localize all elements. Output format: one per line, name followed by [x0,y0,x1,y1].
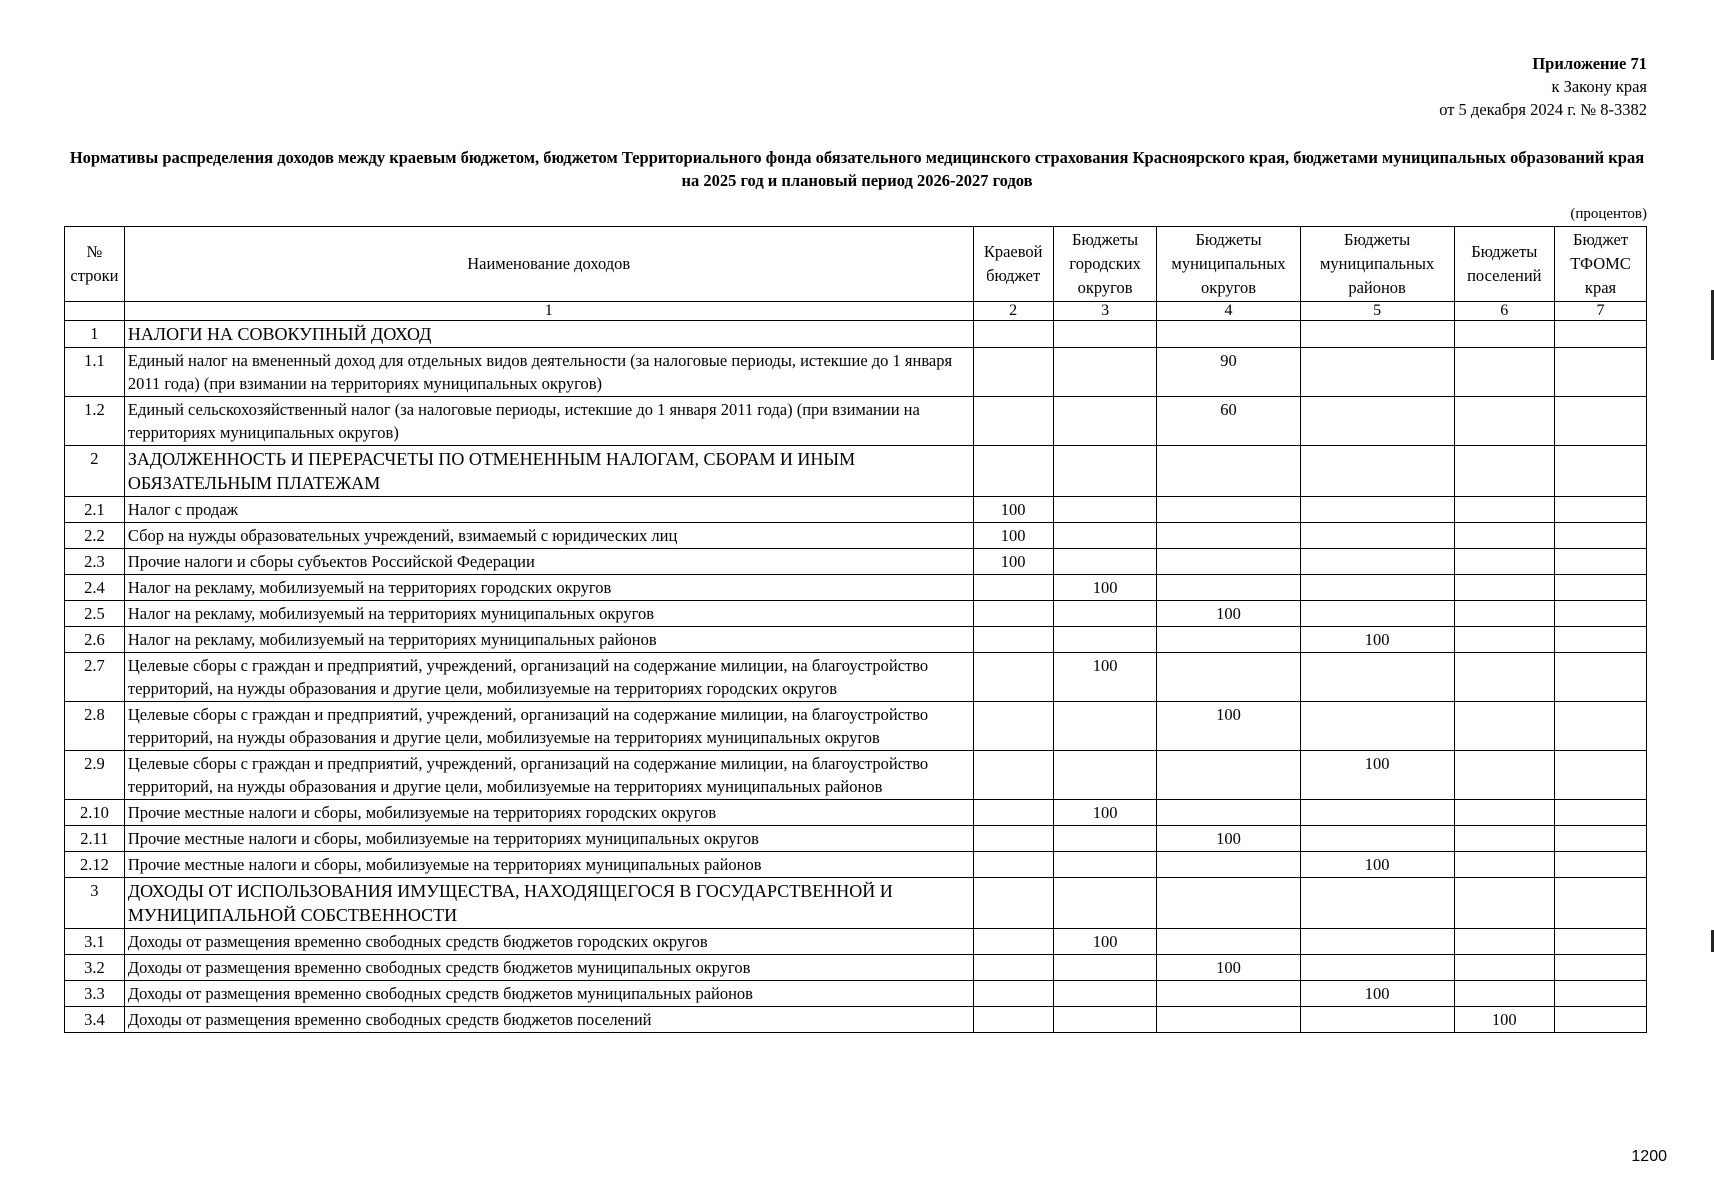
column-number-row [65,302,1647,321]
regional-value [973,852,1053,878]
units-label: (процентов) [1570,206,1647,222]
city-value [1053,321,1157,348]
regional-value [973,348,1053,397]
settlements-value [1454,878,1554,929]
settlements-value [1454,497,1554,523]
regional-value [973,929,1053,955]
table-row [65,878,1647,929]
regional-value [973,446,1053,497]
city-value [1053,878,1157,929]
tfoms-value [1555,1007,1647,1033]
municipal-okrug-value [1157,523,1300,549]
table-row [65,397,1647,446]
city-value: 100 [1053,575,1157,601]
municipal-okrug-value: 90 [1157,348,1300,397]
row-number: 2.3 [65,549,125,575]
revenue-name: Прочие местные налоги и сборы, мобилизуемые на территориях муниципальных округов [124,826,973,852]
regional-value: 100 [973,549,1053,575]
tfoms-value [1555,321,1647,348]
tfoms-value [1555,878,1647,929]
tfoms-value [1555,800,1647,826]
municipal-okrug-value [1157,878,1300,929]
table-body [65,321,1647,1033]
settlements-value [1454,955,1554,981]
municipal-okrug-value [1157,575,1300,601]
tfoms-value [1555,497,1647,523]
regional-value [973,981,1053,1007]
city-value: 100 [1053,800,1157,826]
revenue-name: ДОХОДЫ ОТ ИСПОЛЬЗОВАНИЯ ИМУЩЕСТВА, НАХОДЯЩЕГОСЯ В ГОСУДАРСТВЕННОЙ И МУНИЦИПАЛЬНОЙ СОБСТВЕННОСТИ [124,878,973,929]
table-row [65,1007,1647,1033]
appendix-block [1439,52,1647,121]
row-number: 2.10 [65,800,125,826]
regional-value [973,397,1053,446]
revenue-distribution-table [64,226,1647,1033]
settlements-value [1454,523,1554,549]
municipal-okrug-value [1157,627,1300,653]
colnum-7: 7 [1555,302,1647,321]
city-value: 100 [1053,653,1157,702]
table-row [65,348,1647,397]
table-row [65,446,1647,497]
revenue-name: ЗАДОЛЖЕННОСТЬ И ПЕРЕРАСЧЕТЫ ПО ОТМЕНЕННЫМ НАЛОГАМ, СБОРАМ И ИНЫМ ОБЯЗАТЕЛЬНЫМ ПЛАТЕЖАМ [124,446,973,497]
regional-value [973,575,1053,601]
revenue-name: Доходы от размещения временно свободных средств бюджетов поселений [124,1007,973,1033]
municipal-okrug-value: 100 [1157,826,1300,852]
table-row [65,929,1647,955]
municipal-raion-value [1300,397,1454,446]
settlements-value: 100 [1454,1007,1554,1033]
settlements-value [1454,826,1554,852]
settlements-value [1454,981,1554,1007]
revenue-name: Единый сельскохозяйственный налог (за налоговые периоды, истекшие до 1 января 2011 года) (при взимании на территориях муниципальных округов) [124,397,973,446]
page-number: 1200 [1631,1148,1667,1165]
table-row [65,702,1647,751]
table-header-row [65,227,1647,302]
header-name: Наименование доходов [124,227,973,302]
municipal-okrug-value [1157,321,1300,348]
city-value [1053,497,1157,523]
municipal-raion-value [1300,601,1454,627]
header-row-num: № строки [65,227,125,302]
settlements-value [1454,852,1554,878]
municipal-okrug-value [1157,852,1300,878]
settlements-value [1454,751,1554,800]
revenue-name: Налог на рекламу, мобилизуемый на территориях муниципальных районов [124,627,973,653]
city-value [1053,751,1157,800]
regional-value [973,878,1053,929]
row-number: 2.1 [65,497,125,523]
revenue-name: Доходы от размещения временно свободных средств бюджетов муниципальных районов [124,981,973,1007]
city-value [1053,397,1157,446]
settlements-value [1454,601,1554,627]
row-number: 2.7 [65,653,125,702]
colnum-0 [65,302,125,321]
header-settlements: Бюджеты поселений [1454,227,1554,302]
city-value [1053,702,1157,751]
regional-value [973,800,1053,826]
table-row [65,800,1647,826]
tfoms-value [1555,981,1647,1007]
row-number: 1.2 [65,397,125,446]
municipal-raion-value [1300,497,1454,523]
settlements-value [1454,348,1554,397]
table-row [65,601,1647,627]
municipal-okrug-value [1157,929,1300,955]
municipal-raion-value: 100 [1300,852,1454,878]
appendix-date: от 5 декабря 2024 г. № 8-3382 [1439,100,1647,119]
municipal-okrug-value [1157,800,1300,826]
revenue-name: Доходы от размещения временно свободных средств бюджетов муниципальных округов [124,955,973,981]
tfoms-value [1555,549,1647,575]
revenue-name: Доходы от размещения временно свободных средств бюджетов городских округов [124,929,973,955]
city-value [1053,826,1157,852]
municipal-okrug-value: 100 [1157,955,1300,981]
header-city: Бюджеты городских округов [1053,227,1157,302]
tfoms-value [1555,702,1647,751]
regional-value [973,653,1053,702]
municipal-raion-value [1300,549,1454,575]
municipal-raion-value [1300,653,1454,702]
tfoms-value [1555,523,1647,549]
colnum-3: 3 [1053,302,1157,321]
tfoms-value [1555,446,1647,497]
row-number: 2.5 [65,601,125,627]
city-value [1053,852,1157,878]
revenue-name: Целевые сборы с граждан и предприятий, учреждений, организаций на содержание милиции, на благоустройство территорий, на нужды образования и другие цели, мобилизуемые на территориях городских округов [124,653,973,702]
revenue-name: Налог на рекламу, мобилизуемый на территориях муниципальных округов [124,601,973,627]
city-value [1053,446,1157,497]
table-row [65,321,1647,348]
municipal-okrug-value: 60 [1157,397,1300,446]
colnum-6: 6 [1454,302,1554,321]
regional-value [973,702,1053,751]
appendix-number: Приложение 71 [1532,54,1647,73]
city-value [1053,348,1157,397]
settlements-value [1454,397,1554,446]
revenue-name: Прочие местные налоги и сборы, мобилизуемые на территориях муниципальных районов [124,852,973,878]
header-municipal-raion: Бюджеты муниципальных районов [1300,227,1454,302]
municipal-raion-value [1300,321,1454,348]
table-row [65,826,1647,852]
table-row [65,955,1647,981]
colnum-2: 2 [973,302,1053,321]
municipal-raion-value [1300,929,1454,955]
regional-value: 100 [973,523,1053,549]
city-value [1053,627,1157,653]
row-number: 3.1 [65,929,125,955]
table-row [65,523,1647,549]
settlements-value [1454,575,1554,601]
row-number: 2 [65,446,125,497]
municipal-raion-value: 100 [1300,751,1454,800]
municipal-raion-value [1300,800,1454,826]
table-row [65,497,1647,523]
municipal-okrug-value [1157,751,1300,800]
colnum-1: 1 [124,302,973,321]
settlements-value [1454,446,1554,497]
settlements-value [1454,627,1554,653]
city-value [1053,549,1157,575]
tfoms-value [1555,826,1647,852]
tfoms-value [1555,751,1647,800]
municipal-okrug-value: 100 [1157,601,1300,627]
city-value [1053,981,1157,1007]
settlements-value [1454,929,1554,955]
settlements-value [1454,653,1554,702]
table-row [65,981,1647,1007]
settlements-value [1454,800,1554,826]
regional-value [973,1007,1053,1033]
regional-value [973,601,1053,627]
city-value [1053,523,1157,549]
row-number: 1 [65,321,125,348]
municipal-raion-value [1300,702,1454,751]
row-number: 2.11 [65,826,125,852]
municipal-okrug-value [1157,981,1300,1007]
table-row [65,653,1647,702]
city-value [1053,955,1157,981]
row-number: 3 [65,878,125,929]
revenue-name: Налог с продаж [124,497,973,523]
municipal-raion-value [1300,1007,1454,1033]
revenue-name: Прочие налоги и сборы субъектов Российской Федерации [124,549,973,575]
row-number: 2.2 [65,523,125,549]
municipal-raion-value [1300,446,1454,497]
table-row [65,751,1647,800]
tfoms-value [1555,955,1647,981]
regional-value [973,627,1053,653]
city-value: 100 [1053,929,1157,955]
revenue-name: Прочие местные налоги и сборы, мобилизуемые на территориях городских округов [124,800,973,826]
table-row [65,549,1647,575]
city-value [1053,1007,1157,1033]
municipal-raion-value [1300,955,1454,981]
row-number: 3.3 [65,981,125,1007]
municipal-okrug-value [1157,1007,1300,1033]
municipal-raion-value [1300,348,1454,397]
municipal-okrug-value [1157,446,1300,497]
revenue-name: Целевые сборы с граждан и предприятий, учреждений, организаций на содержание милиции, на благоустройство территорий, на нужды образования и другие цели, мобилизуемые на территориях муниципальных районов [124,751,973,800]
revenue-name: Целевые сборы с граждан и предприятий, учреждений, организаций на содержание милиции, на благоустройство территорий, на нужды образования и другие цели, мобилизуемые на территориях муниципальных округов [124,702,973,751]
revenue-name: Единый налог на вмененный доход для отдельных видов деятельности (за налоговые периоды, истекшие до 1 января 2011 года) (при взимании на территориях муниципальных округов) [124,348,973,397]
municipal-raion-value [1300,826,1454,852]
regional-value [973,826,1053,852]
regional-value: 100 [973,497,1053,523]
table-row [65,575,1647,601]
municipal-raion-value: 100 [1300,627,1454,653]
settlements-value [1454,549,1554,575]
document-title: Нормативы распределения доходов между краевым бюджетом, бюджетом Территориального фонда обязательного медицинского страхования Красноярского края, бюджетами муниципальных образований края на 2025 год и плановый период 2026-2027 годов [69,148,1645,190]
header-regional: Краевой бюджет [973,227,1053,302]
municipal-raion-value: 100 [1300,981,1454,1007]
tfoms-value [1555,397,1647,446]
settlements-value [1454,702,1554,751]
municipal-raion-value [1300,878,1454,929]
row-number: 2.6 [65,627,125,653]
municipal-okrug-value: 100 [1157,702,1300,751]
header-tfoms: Бюджет ТФОМС края [1555,227,1647,302]
regional-value [973,321,1053,348]
tfoms-value [1555,627,1647,653]
tfoms-value [1555,575,1647,601]
tfoms-value [1555,348,1647,397]
revenue-name: Сбор на нужды образовательных учреждений, взимаемый с юридических лиц [124,523,973,549]
municipal-raion-value [1300,575,1454,601]
row-number: 2.8 [65,702,125,751]
row-number: 3.4 [65,1007,125,1033]
table-row [65,627,1647,653]
municipal-okrug-value [1157,497,1300,523]
tfoms-value [1555,852,1647,878]
city-value [1053,601,1157,627]
municipal-okrug-value [1157,653,1300,702]
row-number: 1.1 [65,348,125,397]
regional-value [973,751,1053,800]
row-number: 2.12 [65,852,125,878]
tfoms-value [1555,601,1647,627]
row-number: 3.2 [65,955,125,981]
table-row [65,852,1647,878]
regional-value [973,955,1053,981]
tfoms-value [1555,653,1647,702]
revenue-name: НАЛОГИ НА СОВОКУПНЫЙ ДОХОД [124,321,973,348]
colnum-5: 5 [1300,302,1454,321]
row-number: 2.9 [65,751,125,800]
colnum-4: 4 [1157,302,1300,321]
row-number: 2.4 [65,575,125,601]
header-municipal-okrug: Бюджеты муниципальных округов [1157,227,1300,302]
settlements-value [1454,321,1554,348]
municipal-okrug-value [1157,549,1300,575]
appendix-law: к Закону края [1551,77,1647,96]
tfoms-value [1555,929,1647,955]
revenue-name: Налог на рекламу, мобилизуемый на территориях городских округов [124,575,973,601]
municipal-raion-value [1300,523,1454,549]
